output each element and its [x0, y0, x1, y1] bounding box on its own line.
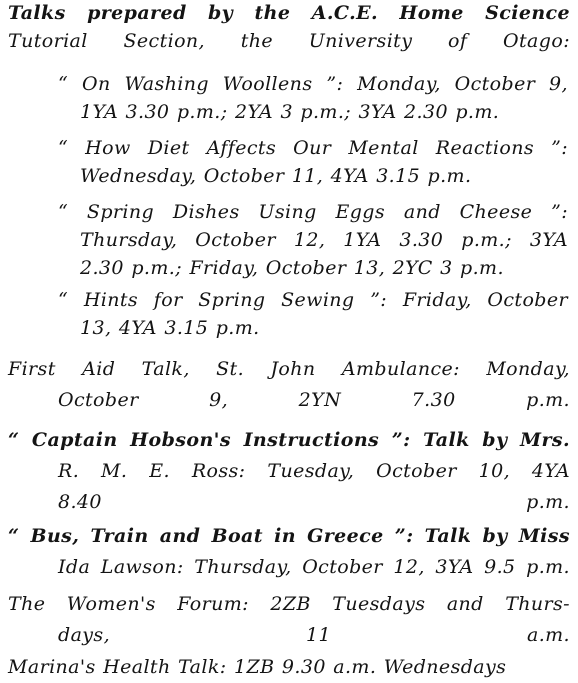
talk-diet-mental-reactions [58, 134, 568, 190]
talk-schedule-line: Thursday, October 12, 1YA 3.30 p.m.; 3YA [80, 229, 568, 251]
first-aid-line-1: First Aid Talk, St. John Ambulance: Monday, [8, 358, 570, 380]
hobson-line-2: R. M. E. Ross: Tuesday, October 10, 4YA [58, 460, 570, 482]
marina-line-1: Marina's Health Talk: 1ZB 9.30 a.m. Wednesdays [8, 656, 507, 678]
talk-schedule-line: 2.30 p.m.; Friday, October 13, 2YC 3 p.m. [80, 257, 504, 279]
talk-spring-sewing [58, 286, 568, 342]
talk-washing-woollens [58, 70, 568, 126]
intro-line-2: Tutorial Section, the University of Otago: [8, 30, 570, 52]
greece-line-2: Ida Lawson: Thursday, October 12, 3YA 9.5 p.m. [58, 556, 570, 578]
talk-title-line: “ On Washing Woollens ”: Monday, October 9, [58, 73, 568, 95]
talk-title-line: “ Hints for Spring Sewing ”: Friday, October [58, 289, 568, 311]
talk-title-line: “ How Diet Affects Our Mental Reactions ”: [58, 137, 568, 159]
womens-forum [8, 589, 570, 651]
marina-health-talk [8, 652, 570, 683]
talk-schedule-line: 13, 4YA 3.15 p.m. [80, 317, 260, 339]
first-aid-line-2: October 9, 2YN 7.30 p.m. [58, 389, 570, 411]
intro-line-1: Talks prepared by the A.C.E. Home Science [8, 2, 570, 24]
captain-hobson-talk [8, 425, 570, 518]
greece-line-1: “ Bus, Train and Boat in Greece ”: Talk by Miss [8, 525, 570, 547]
talk-schedule-line: 1YA 3.30 p.m.; 2YA 3 p.m.; 3YA 2.30 p.m. [80, 101, 500, 123]
forum-line-1: The Women's Forum: 2ZB Tuesdays and Thurs- [8, 593, 570, 615]
talk-spring-dishes [58, 198, 568, 282]
forum-line-2: days, 11 a.m. [58, 624, 570, 646]
hobson-line-3: 8.40 p.m. [58, 491, 570, 513]
talk-schedule-line: Wednesday, October 11, 4YA 3.15 p.m. [80, 165, 472, 187]
hobson-line-1: “ Captain Hobson's Instructions ”: Talk by Mrs. [8, 429, 570, 451]
greece-travel-talk [8, 521, 570, 583]
intro-paragraph [8, 0, 570, 57]
first-aid-talk [8, 354, 570, 416]
talk-title-line: “ Spring Dishes Using Eggs and Cheese ”: [58, 201, 568, 223]
